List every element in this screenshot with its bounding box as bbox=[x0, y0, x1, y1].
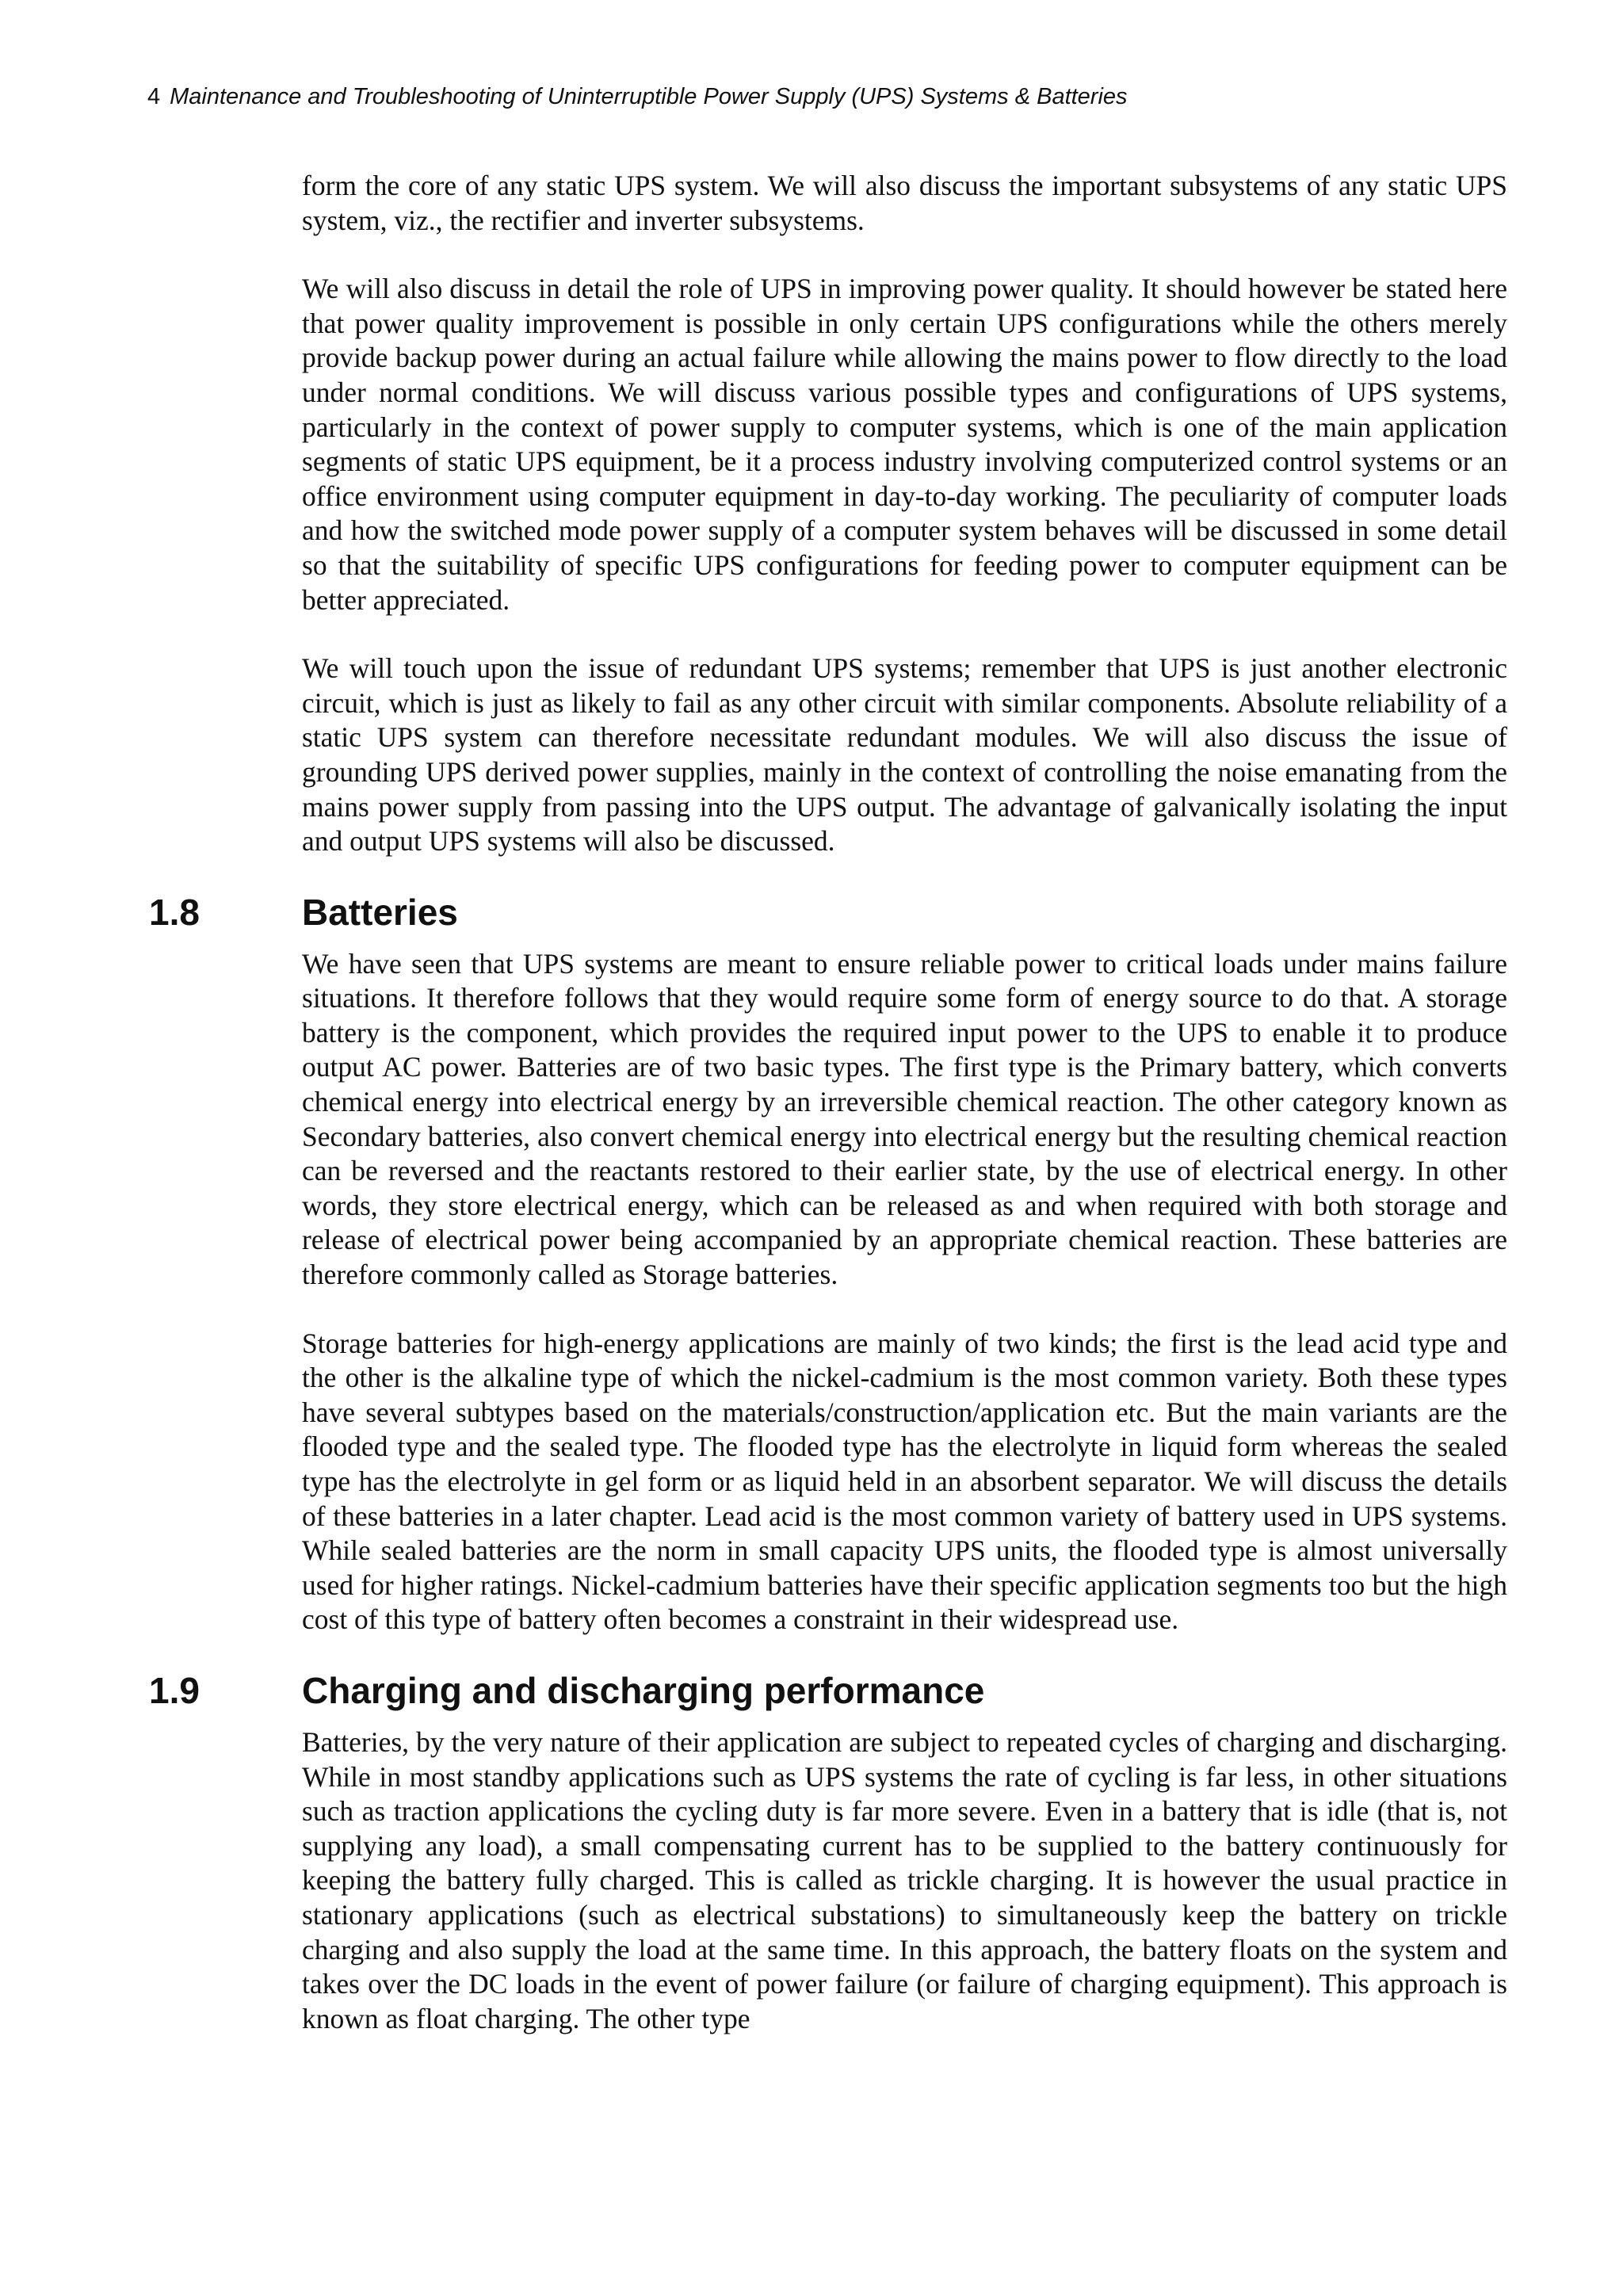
running-header bbox=[147, 82, 1128, 111]
section-charging-discharging bbox=[149, 1668, 1507, 2036]
page-number: 4 bbox=[147, 84, 161, 109]
section-batteries bbox=[149, 890, 1507, 1637]
page-body bbox=[149, 169, 1507, 2036]
book-title: Maintenance and Troubleshooting of Uninterruptible Power Supply (UPS) Systems & Batteries bbox=[170, 84, 1128, 109]
section-number: 1.9 bbox=[149, 1669, 200, 1711]
intro-paragraph-2: We will also discuss in detail the role of UPS in improving power quality. It should however be stated here that power quality improvement is possible in only certain UPS configurations while the others merely provide backup power during an actual failure while allowing the mains power to flow directly to the load under normal conditions. We will discuss various possible types and configurations of UPS systems, particularly in the context of power supply to computer systems, which is one of the main application segments of static UPS equipment, be it a process industry involving computerized control systems or an office environment using computer equipment in day-to-day working. The peculiarity of computer loads and how the switched mode power supply of a computer system behaves will be discussed in some detail so that the suitability of specific UPS configurations for feeding power to computer equipment can be better appreciated. bbox=[302, 273, 1507, 616]
section-heading-batteries bbox=[149, 890, 1507, 934]
batteries-paragraph-2: Storage batteries for high-energy applications are mainly of two kinds; the first is the lead acid type and the other is the alkaline type of which the nickel-cadmium is the most common variety. Both these types have several subtypes based on the materials/construction/application etc. But the main variants are the flooded type and the sealed type. The flooded type has the electrolyte in liquid form whereas the sealed type has the electrolyte in gel form or as liquid held in an absorbent separator. We will discuss the details of these batteries in a later chapter. Lead acid is the most common variety of battery used in UPS systems. While sealed batteries are the norm in small capacity UPS units, the flooded type is almost universally used for higher ratings. Nickel-cadmium batteries have their specific application segments too but the high cost of this type of battery often becomes a constraint in their widespread use. bbox=[302, 1327, 1507, 1636]
intro-paragraph-1: form the core of any static UPS system. We will also discuss the important subsystems of any static UPS system, viz., the rectifier and inverter subsystems. bbox=[302, 170, 1507, 236]
charging-paragraph-1: Batteries, by the very nature of their application are subject to repeated cycles of charging and discharging. While in most standby applications such as UPS systems the rate of cycling is far less, in other situations such as traction applications the cycling duty is far more severe. Even in a battery that is idle (that is, not supplying any load), a small compensating current has to be supplied to the battery continuously for keeping the battery fully charged. This is called as trickle charging. It is however the usual practice in stationary applications (such as electrical substations) to simultaneously keep the battery on trickle charging and also supply the load at the same time. In this approach, the battery floats on the system and takes over the DC loads in the event of power failure (or failure of charging equipment). This approach is known as float charging. The other type bbox=[302, 1725, 1507, 2034]
intro-paragraph-3: We will touch upon the issue of redundant UPS systems; remember that UPS is just another electronic circuit, which is just as likely to fail as any other circuit with similar components. Absolute reliability of a static UPS system can therefore necessitate redundant modules. We will also discuss the issue of grounding UPS derived power supplies, mainly in the context of controlling the noise emanating from the mains power supply from passing into the UPS output. The advantage of galvanically isolating the input and output UPS systems will also be discussed. bbox=[302, 652, 1507, 858]
section-heading-charging bbox=[149, 1668, 1507, 1713]
section-title: Charging and discharging performance bbox=[302, 1669, 985, 1711]
batteries-paragraph-1: We have seen that UPS systems are meant to ensure reliable power to critical loads under mains failure situations. It therefore follows that they would require some form of energy source to do that. A storage battery is the component, which provides the required input power to the UPS to enable it to produce output AC power. Batteries are of two basic types. The first type is the Primary battery, which converts chemical energy into electrical energy by an irreversible chemical reaction. The other category known as Secondary batteries, also convert chemical energy into electrical energy but the resulting chemical reaction can be reversed and the reactants restored to their earlier state, by the use of electrical energy. In other words, they store electrical energy, which can be released as and when required with both storage and release of electrical power being accompanied by an appropriate chemical reaction. These batteries are therefore commonly called as Storage batteries. bbox=[302, 947, 1507, 1291]
section-number: 1.8 bbox=[149, 891, 200, 933]
section-title: Batteries bbox=[302, 891, 458, 933]
